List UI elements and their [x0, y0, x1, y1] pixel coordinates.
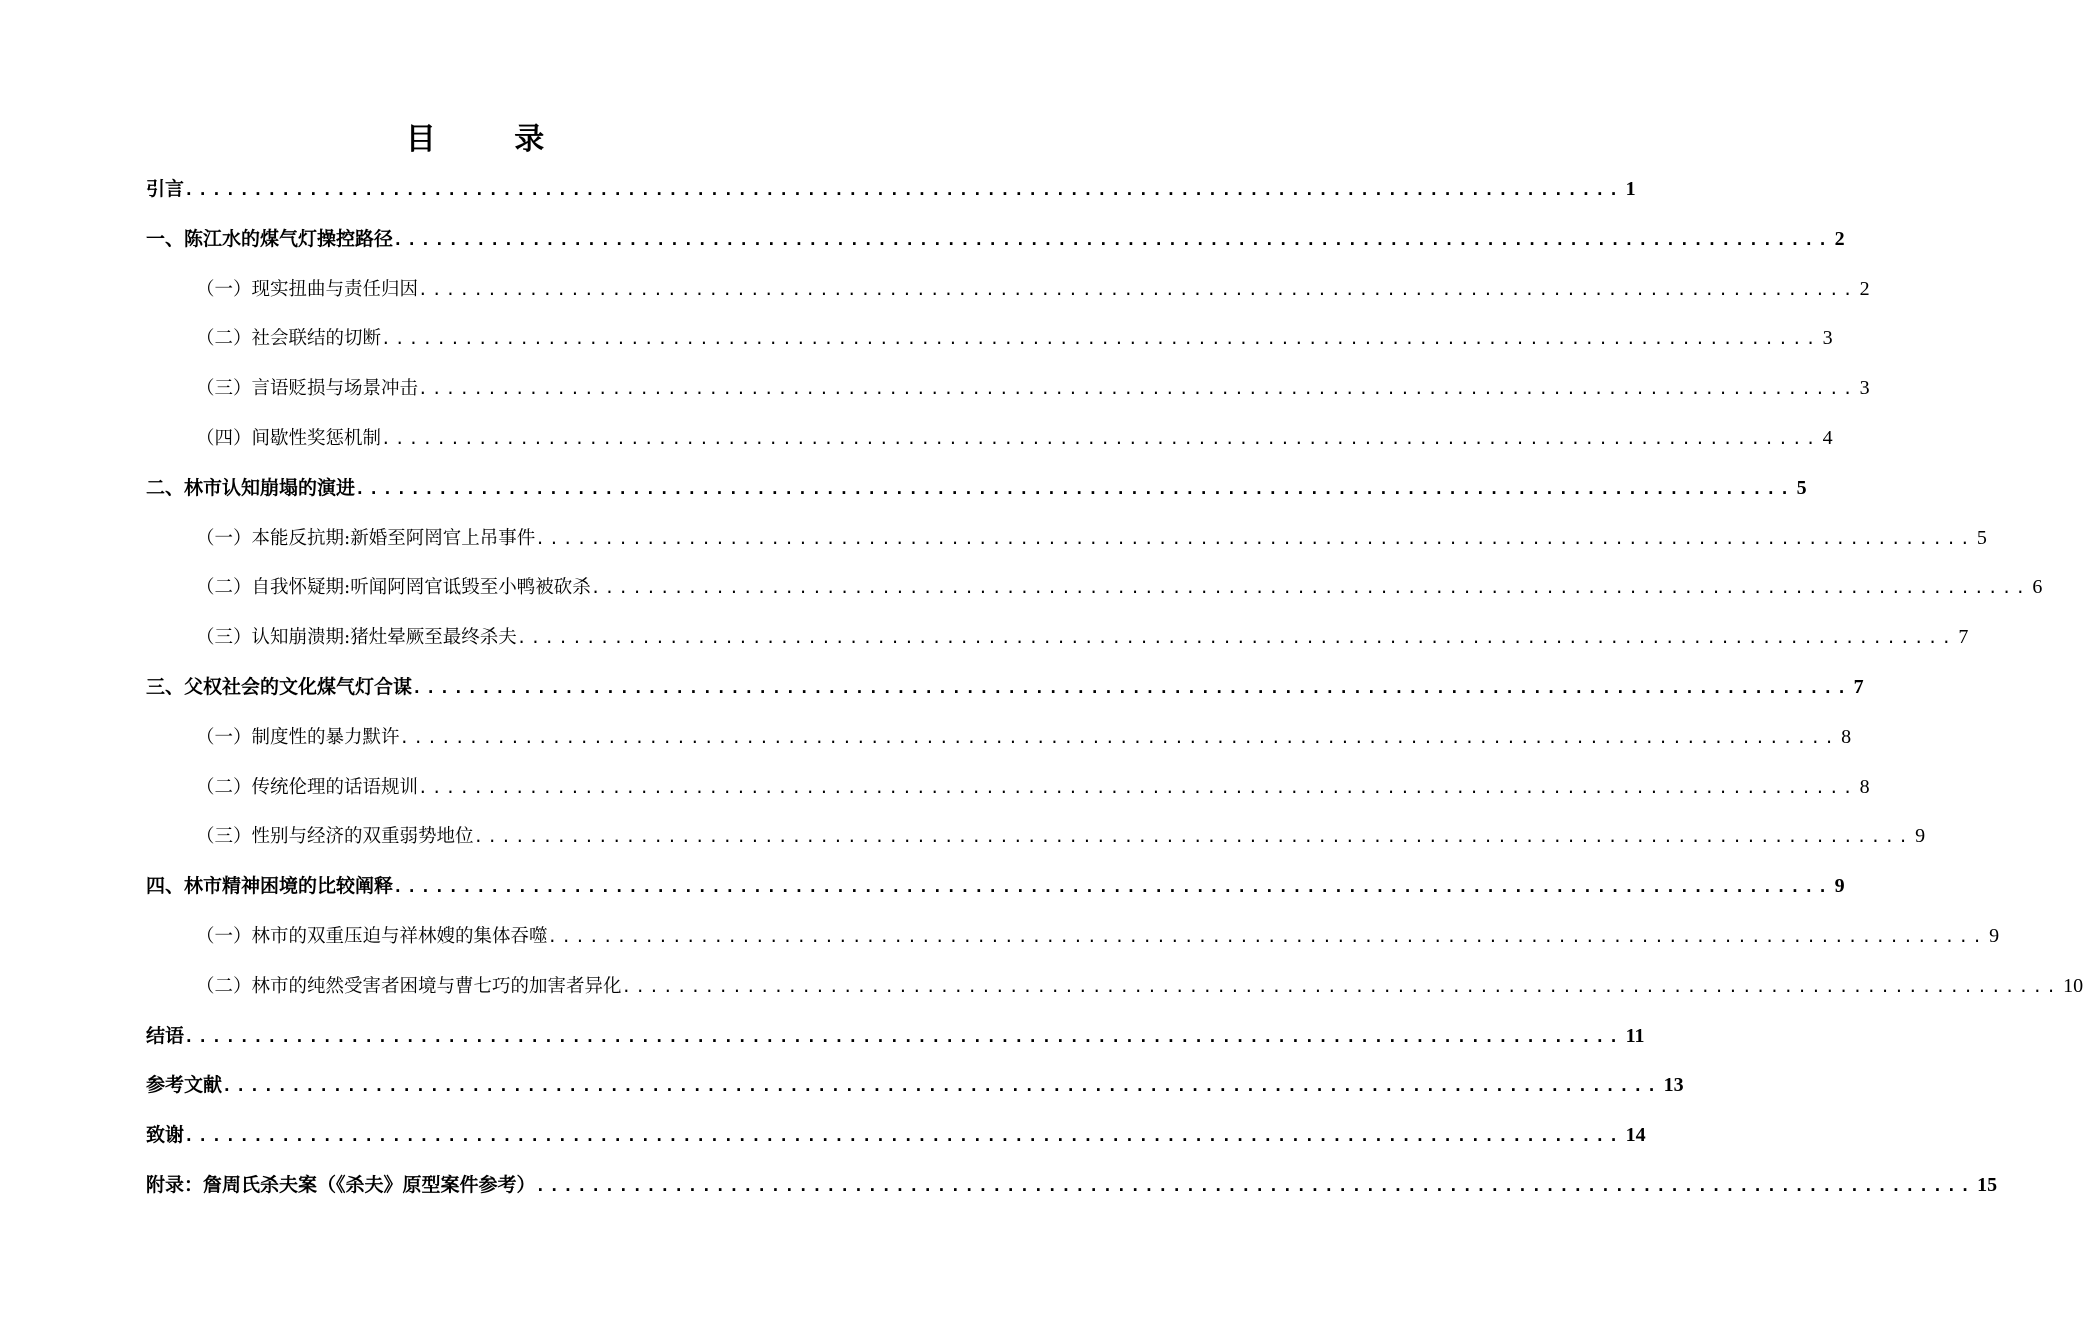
- toc-entry-title: （一）本能反抗期:新婚至阿罔官上吊事件: [196, 527, 536, 549]
- toc-page-number: 11: [1625, 1024, 1645, 1047]
- dot-leader: ........................................................................................................: [222, 1076, 1661, 1096]
- dot-leader: ........................................................................................................: [418, 379, 1857, 399]
- dot-leader: ........................................................................................................: [535, 528, 1974, 548]
- dot-leader: ........................................................................................................: [418, 279, 1857, 299]
- toc-page-number: 7: [1853, 675, 1864, 698]
- dot-leader: ........................................................................................................: [418, 777, 1857, 797]
- toc-entry-title: 三、父权社会的文化煤气灯合谋: [146, 675, 413, 698]
- toc-entry[interactable]: [146, 1161, 1998, 1211]
- toc-page-number: 4: [1822, 426, 1833, 449]
- toc-entry-title: 结语: [146, 1024, 185, 1047]
- dot-leader: ........................................................................................................: [547, 926, 1987, 946]
- toc-entry-title: 参考文献: [146, 1074, 223, 1097]
- toc-page-number: 2: [1859, 277, 1870, 300]
- toc-entry[interactable]: [146, 663, 1864, 713]
- dot-leader: ........................................................................................................: [621, 976, 2061, 996]
- toc-entry-title: （一）林市的双重压迫与祥林嫂的集体吞噬: [196, 925, 548, 947]
- toc-page-number: 10: [2063, 974, 2083, 997]
- toc-entry-title: （一）制度性的暴力默许: [196, 726, 400, 748]
- toc-page-number: 3: [1859, 377, 1870, 400]
- toc-page-number: 9: [1989, 924, 2000, 947]
- page-title: 目 录: [405, 122, 579, 157]
- toc-page-number: 8: [1859, 775, 1870, 798]
- toc-entry[interactable]: [146, 265, 1870, 315]
- toc-entry[interactable]: [146, 215, 1845, 265]
- toc-entry[interactable]: [146, 862, 1845, 912]
- toc-entry-title: （四）间歇性奖惩机制: [196, 427, 382, 449]
- toc-entry[interactable]: [146, 563, 2043, 613]
- toc-entry[interactable]: [146, 763, 1870, 813]
- toc-entry[interactable]: [146, 613, 1969, 663]
- toc-page-number: 1: [1625, 178, 1636, 200]
- toc-page-number: 7: [1958, 626, 1969, 649]
- dot-leader: ........................................................................................................: [355, 478, 1794, 498]
- dot-leader: ........................................................................................................: [381, 329, 1820, 349]
- toc-entry-title: （三）认知崩溃期:猪灶晕厥至最终杀夫: [196, 627, 517, 649]
- toc-entry[interactable]: [146, 364, 1870, 414]
- toc-entry[interactable]: [146, 414, 1833, 464]
- toc-entry-title: （二）社会联结的切断: [196, 328, 382, 350]
- dot-leader: ........................................................................................................: [184, 180, 1623, 199]
- toc-entry-title: （一）现实扭曲与责任归因: [196, 278, 419, 300]
- toc-entry[interactable]: [146, 514, 1987, 564]
- toc-entry[interactable]: [146, 165, 1636, 215]
- dot-leader: ........................................................................................................: [590, 578, 2030, 598]
- dot-leader: ........................................................................................................: [516, 628, 1956, 648]
- toc-entry[interactable]: [146, 314, 1833, 364]
- toc-entry[interactable]: [146, 1061, 1684, 1111]
- dot-leader: ........................................................................................................: [473, 827, 1913, 847]
- dot-leader: ........................................................................................................: [535, 1175, 1975, 1195]
- toc-entry-title: （三）性别与经济的双重弱势地位: [196, 826, 474, 848]
- dot-leader: ........................................................................................................: [184, 1126, 1623, 1146]
- toc-entry-title: 四、林市精神困境的比较阐释: [146, 875, 394, 898]
- toc-page-number: 5: [1976, 526, 1987, 549]
- toc-entry-title: （三）言语贬损与场景冲击: [196, 378, 419, 400]
- table-of-contents: [146, 165, 2083, 1211]
- toc-page-number: 5: [1796, 476, 1807, 499]
- toc-entry-title: （二）自我怀疑期:听闻阿罔官诋毁至小鸭被砍杀: [196, 577, 591, 599]
- toc-entry[interactable]: [146, 812, 1926, 862]
- toc-entry-title: （二）传统伦理的话语规训: [196, 776, 419, 798]
- toc-entry[interactable]: [146, 1012, 1645, 1062]
- toc-page-number: 8: [1841, 725, 1852, 748]
- dot-leader: ........................................................................................................: [399, 727, 1839, 747]
- toc-entry[interactable]: [146, 962, 2083, 1012]
- toc-page-number: 6: [2032, 576, 2043, 599]
- toc-entry-title: （二）林市的纯然受害者困境与曹七巧的加害者异化: [196, 975, 622, 997]
- toc-page-number: 14: [1625, 1124, 1646, 1147]
- toc-entry-title: 致谢: [146, 1124, 185, 1147]
- toc-page-number: 13: [1663, 1074, 1684, 1097]
- toc-entry-title: 附录：詹周氏杀夫案（《杀夫》原型案件参考）: [146, 1173, 536, 1196]
- dot-leader: ........................................................................................................: [393, 877, 1832, 897]
- dot-leader: ........................................................................................................: [393, 229, 1832, 249]
- toc-entry-title: 一、陈江水的煤气灯操控路径: [146, 227, 394, 250]
- toc-page-number: 9: [1834, 875, 1845, 898]
- toc-entry[interactable]: [146, 1111, 1646, 1161]
- toc-page-number: 15: [1977, 1173, 1998, 1196]
- toc-entry-title: 引言: [146, 178, 185, 200]
- dot-leader: ........................................................................................................: [381, 428, 1820, 448]
- toc-page-number: 9: [1915, 825, 1926, 848]
- toc-entry[interactable]: [146, 464, 1807, 514]
- toc-page-number: 2: [1834, 227, 1845, 250]
- dot-leader: ........................................................................................................: [184, 1026, 1623, 1046]
- toc-entry[interactable]: [146, 912, 2000, 962]
- toc-entry[interactable]: [146, 713, 1852, 763]
- toc-entry-title: 二、林市认知崩塌的演进: [146, 476, 356, 499]
- dot-leader: ........................................................................................................: [412, 677, 1851, 697]
- toc-page-number: 3: [1822, 327, 1833, 350]
